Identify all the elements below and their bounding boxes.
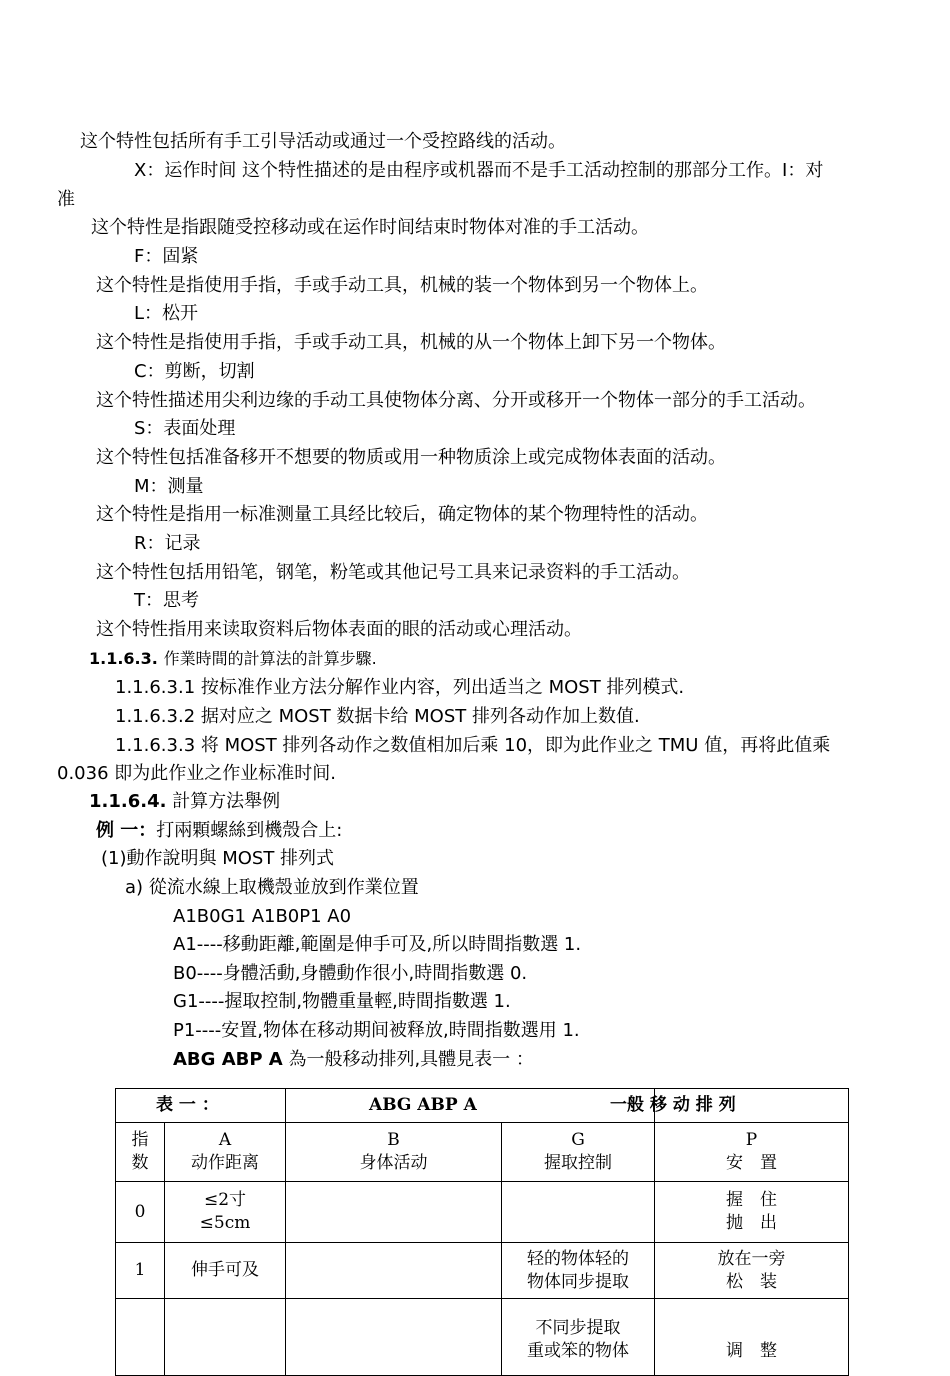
cell-text: 握 住: [726, 1190, 778, 1210]
heading-r: R：记录: [134, 533, 201, 554]
table-header-row: [116, 1123, 849, 1182]
header-text: 动作距离: [191, 1153, 259, 1173]
row-index: 1: [116, 1243, 165, 1299]
body-text-line: 这个特性是指使用手指，手或手动工具，机械的从一个物体上卸下另一个物体。: [96, 332, 726, 353]
cell-b: [286, 1182, 502, 1243]
step-line: 1.1.6.3.3 将 MOST 排列各动作之数值相加后乘 10，即为此作业之 TMU 值，再将此值乘: [115, 735, 831, 756]
header-letter: P: [745, 1130, 758, 1150]
example-label: 例 一：: [96, 820, 157, 841]
cell-text: 伸手可及: [191, 1260, 259, 1280]
row-index: 0: [116, 1182, 165, 1243]
body-text-line: 这个特性包括所有手工引导活动或通过一个受控路线的活动。: [80, 131, 566, 152]
section-number: 1.1.6.3.: [89, 649, 158, 668]
header-text: 安 置: [726, 1153, 778, 1173]
section-heading-1163: [89, 647, 377, 671]
cell-text: 轻的物体轻的: [527, 1248, 629, 1269]
note-line: A1----移動距離,範圍是伸手可及,所以時間指數選 1.: [173, 934, 582, 955]
header-g: [502, 1123, 655, 1182]
body-text-line: X：运作时间 这个特性描述的是由程序或机器而不是手工活动控制的那部分工作。I：对: [134, 160, 824, 181]
header-text: 握取控制: [544, 1153, 612, 1173]
header-index: [116, 1123, 165, 1182]
cell-text: 放在一旁: [717, 1248, 786, 1269]
heading-c: C：剪断，切割: [134, 361, 255, 382]
cell-text: [655, 1317, 848, 1340]
table-title-label: 表 一 ：: [116, 1089, 286, 1123]
cell-text: 抛 出: [726, 1213, 778, 1233]
cell-text: 物体同步提取: [527, 1271, 629, 1292]
example-item-a: a) 從流水線上取機殼並放到作業位置: [125, 877, 419, 898]
row-index: [116, 1299, 165, 1376]
table-row: [116, 1243, 849, 1299]
section-title: 計算方法舉例: [172, 791, 281, 812]
body-text-line: 这个特性是指使用手指，手或手动工具，机械的装一个物体到另一个物体上。: [96, 275, 708, 296]
header-text: 数: [131, 1153, 149, 1173]
most-sequence: A1B0G1 A1B0P1 A0: [173, 906, 352, 927]
example-title: 打兩顆螺絲到機殼合上:: [156, 820, 343, 841]
cell-b: [286, 1299, 502, 1376]
heading-t: T：思考: [134, 590, 199, 611]
cell-text: 不同步提取: [535, 1318, 621, 1338]
step-line: 1.1.6.3.2 据对应之 MOST 数据卡给 MOST 排列各动作加上数值.: [115, 706, 640, 727]
example-heading: [96, 819, 342, 843]
heading-s: S：表面处理: [134, 418, 236, 439]
example-subheading: (1)動作說明與 MOST 排列式: [101, 848, 335, 869]
cell-text: 调 整: [726, 1341, 778, 1361]
table-row: [116, 1299, 849, 1376]
header-text: 身体活动: [359, 1153, 428, 1173]
body-text-line: 这个特性是指跟随受控移动或在运作时间结束时物体对准的手工活动。: [91, 217, 649, 238]
header-b: [286, 1123, 502, 1182]
step-line: 1.1.6.3.1 按标准作业方法分解作业内容，列出适当之 MOST 排列模式.: [115, 677, 685, 698]
header-letter: B: [387, 1130, 400, 1150]
body-text-line: 这个特性指用来读取资料后物体表面的眼的活动或心理活动。: [96, 619, 582, 640]
abg-sequence: ABG ABP A: [173, 1049, 283, 1070]
header-letter: G: [571, 1130, 585, 1150]
cell-p: [655, 1299, 849, 1376]
section-number: 1.1.6.4.: [89, 791, 167, 812]
cell-p: [655, 1182, 849, 1243]
cell-g: [502, 1243, 655, 1299]
body-text-line: 这个特性包括用铅笔，钢笔，粉笔或其他记号工具来记录资料的手工活动。: [96, 562, 690, 583]
cell-text: ≤5cm: [199, 1213, 251, 1233]
section-title: 作業時間的計算法的計算步驟.: [163, 649, 377, 668]
cell-text: 松 装: [726, 1271, 778, 1292]
header-text: 指: [131, 1130, 149, 1150]
note-line: G1----握取控制,物體重量輕,時間指數選 1.: [173, 991, 511, 1012]
cell-g: [502, 1182, 655, 1243]
cell-text: ≤2寸: [203, 1190, 247, 1210]
body-text-line: 准: [57, 189, 75, 210]
cell-a: [165, 1299, 286, 1376]
section-heading-1164: [89, 790, 280, 814]
note-line: P1----安置,物体在移动期间被释放,時間指數選用 1.: [173, 1020, 580, 1041]
step-line: 0.036 即为此作业之作业标准时间.: [57, 763, 336, 784]
table-title-sequence: ABG ABP A: [286, 1089, 655, 1123]
note-line: B0----身體活動,身體動作很小,時間指數選 0.: [173, 963, 528, 984]
cell-text: 重或笨的物体: [527, 1341, 629, 1361]
table-row: [116, 1182, 849, 1243]
heading-f: F：固紧: [134, 246, 199, 267]
header-a: [165, 1123, 286, 1182]
cell-b: [286, 1243, 502, 1299]
heading-m: M：测量: [134, 476, 204, 497]
table-title-row: [116, 1089, 849, 1123]
table-title-name: [610, 1089, 849, 1123]
body-text-line: 这个特性描述用尖利边缘的手动工具使物体分离、分开或移开一个物体一部分的手工活动。: [96, 390, 816, 411]
table-title-name-text: 一般 移 动 排 列: [610, 1095, 736, 1115]
body-text-line: 这个特性是指用一标准测量工具经比较后，确定物体的某个物理特性的活动。: [96, 504, 708, 525]
cell-a: [165, 1182, 286, 1243]
header-p: [655, 1123, 849, 1182]
cell-a: [165, 1243, 286, 1299]
abg-description: 為一般移动排列,具體見表一 ：: [282, 1049, 534, 1070]
body-text-line: 这个特性包括准备移开不想要的物质或用一种物质涂上或完成物体表面的活动。: [96, 447, 726, 468]
cell-g: [502, 1299, 655, 1376]
cell-p: [655, 1243, 849, 1299]
heading-l: L：松开: [134, 303, 199, 324]
abg-line: [173, 1048, 534, 1072]
general-move-table: [115, 1088, 849, 1376]
header-letter: A: [218, 1130, 232, 1150]
